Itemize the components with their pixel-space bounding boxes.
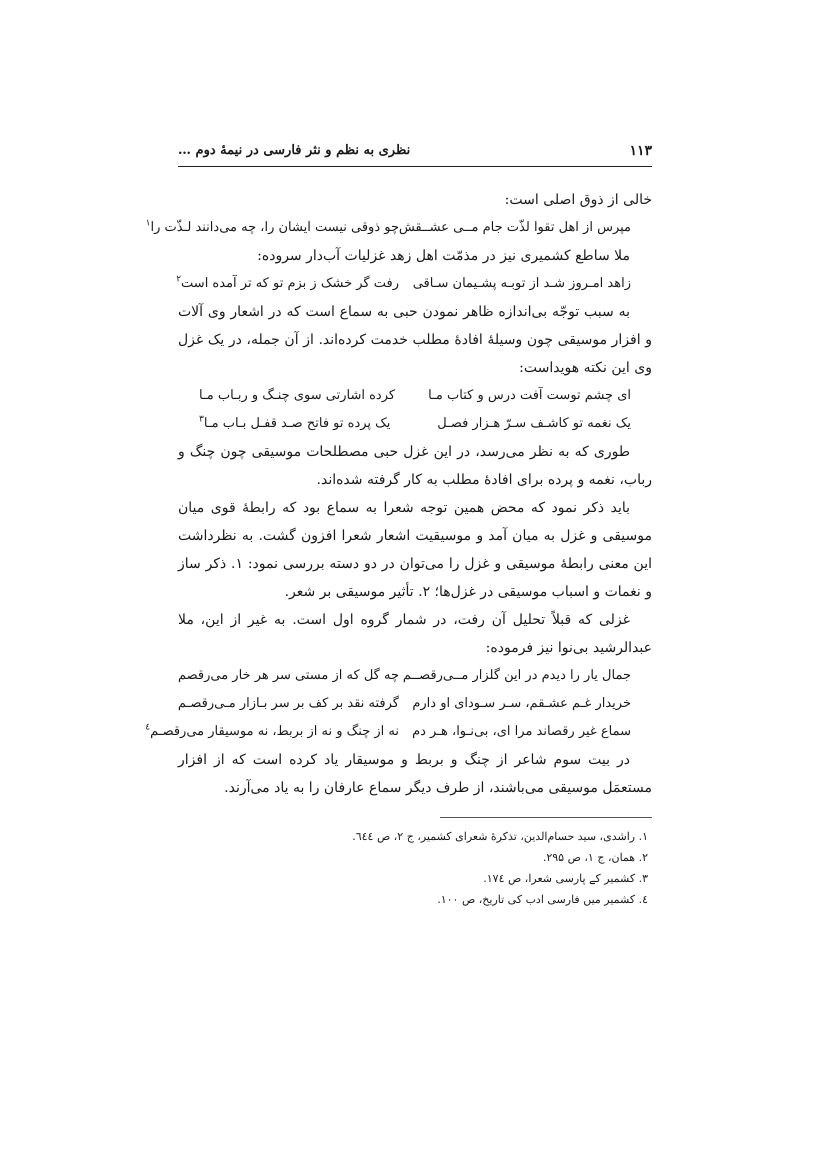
footnote: ۳. کشمیر کے پارسی شعرا، ص ۱۷٤. [483,872,648,885]
footnote-mark: ۱ [145,218,151,229]
verse-line [178,382,652,410]
verse-line [145,718,652,746]
verse-line [178,690,652,718]
verse-line [145,214,652,242]
paragraph: غزلی که قبلاً تحلیل آن رفت، در شمار گروه اول است. به غیر از این، ملا عبدالرشید بی‌نوا نیز فرموده: [178,612,652,656]
hemistich-right: سماع غیر رقصاند مرا ای، بی‌نـوا، هـر دم [412,724,631,739]
hemistich-right: مپرس از اهل تقوا لذّت جام مــی عشــقش [398,220,631,235]
hemistich-right: ای چشم توست آفت درس و کتاب مـا [428,388,631,403]
footnote-mark: ۲ [176,274,182,285]
paragraph: در بیت سوم شاعر از چنگ و بربط و موسیقار یاد کرده است که از افزار مستعمَل موسیقی می‌باشند، از طرف دیگر سماع عارفان را به یاد می‌آرند. [178,752,652,796]
footnote: ۱. راشدی، سید حسام‌الدین، تذکرهٔ شعرای کشمیر، ج ۲، ص ٦٤٤. [352,830,648,843]
header-rule [178,166,652,167]
paragraph: به سبب توجّه بی‌اندازه ظاهر نمودن حبی به سماع است که در اشعار وی آلات و افزار موسیقی چون وسیلهٔ افادهٔ مطلب خدمت کرده‌اند. از آن جمله، در یک غزل وی این نکته هویداست: [178,304,652,376]
hemistich-left: گرفته نقد بر کف بر سر بـازار مـی‌رقصـم [177,696,399,711]
footnote-rule [440,817,652,818]
hemistich-left: چو ذوقی نیست ایشان را، چه می‌دانند لـذّت را$^۱$ [145,218,399,235]
hemistich-left: رفت گر خشک ز بزم تو که تر آمده است$^۲$ [176,274,399,291]
running-title: نظری به نظم و نثر فارسی در نیمهٔ دوم … [178,143,411,158]
page-number: ۱۱۳ [629,143,652,159]
hemistich-right: خریدار غـم عشـقم، سـر سـودای او دارم [412,696,631,711]
hemistich-left: چه گل که از مستی سر هر خار می‌رقصم [177,668,399,683]
paragraph: باید ذکر نمود که محض همین توجه شعرا به سماع بود که رابطهٔ قوی میان موسیقی و غزل به میان آمد و موسیقیت اشعار شعرا افزون گشت. به نظرداشت این معنی رابطهٔ موسیقی و غزل را می‌توان در دو دسته بررسی نمود: ۱. ذکر ساز و نغمات و اسباب موسیقی در غزل‌ها؛ ۲. تأثیر موسیقی بر شعر. [178,500,653,600]
main-text [145,186,653,802]
verse-line [178,270,652,298]
hemistich-right: یک نغمه تو کاشـف سـرّ هـزار فصـل [437,416,631,431]
footnote: ۲. همان، ج ۱، ص ۲۹۵. [542,851,648,864]
hemistich-left: نه از چنگ و نه از بربط، نه موسیقار می‌رقصـم$^٤$ [145,722,399,739]
hemistich-left: یک پرده تو فاتح صـد قفـل بـاب مـا$^۳$ [199,414,391,431]
hemistich-left: کرده اشارتی سوی چنـگ و ربـاب مـا [199,388,396,403]
paragraph: طوری که به نظر می‌رسد، در این غزل حبی مصطلحات موسیقی چون چنگ و رباب، نغمه و پرده برای افادهٔ مطلب به کار گرفته شده‌اند. [178,444,652,488]
paragraph: ملا ساطع کشمیری نیز در مذمّت اهل زهد غزلیات آب‌دار سروده: [257,248,630,264]
hemistich-right: زاهد امـروز شـد از توبـه پشـیمان سـاقی [412,276,631,291]
page-header [178,143,652,165]
footnote: ٤. کشمیر میں فارسی ادب کی تاریخ، ص ۱۰۰. [437,893,648,906]
verse-line [178,410,652,438]
verse-line [178,662,652,690]
footnotes [178,826,652,910]
footnote-mark: ۳ [199,414,204,425]
paragraph: خالی از ذوق اصلی است: [504,192,652,208]
footnote-mark: ٤ [145,722,151,733]
hemistich-right: جمال یار را دیدم در این گلزار مــی‌رقصــم [402,668,631,683]
